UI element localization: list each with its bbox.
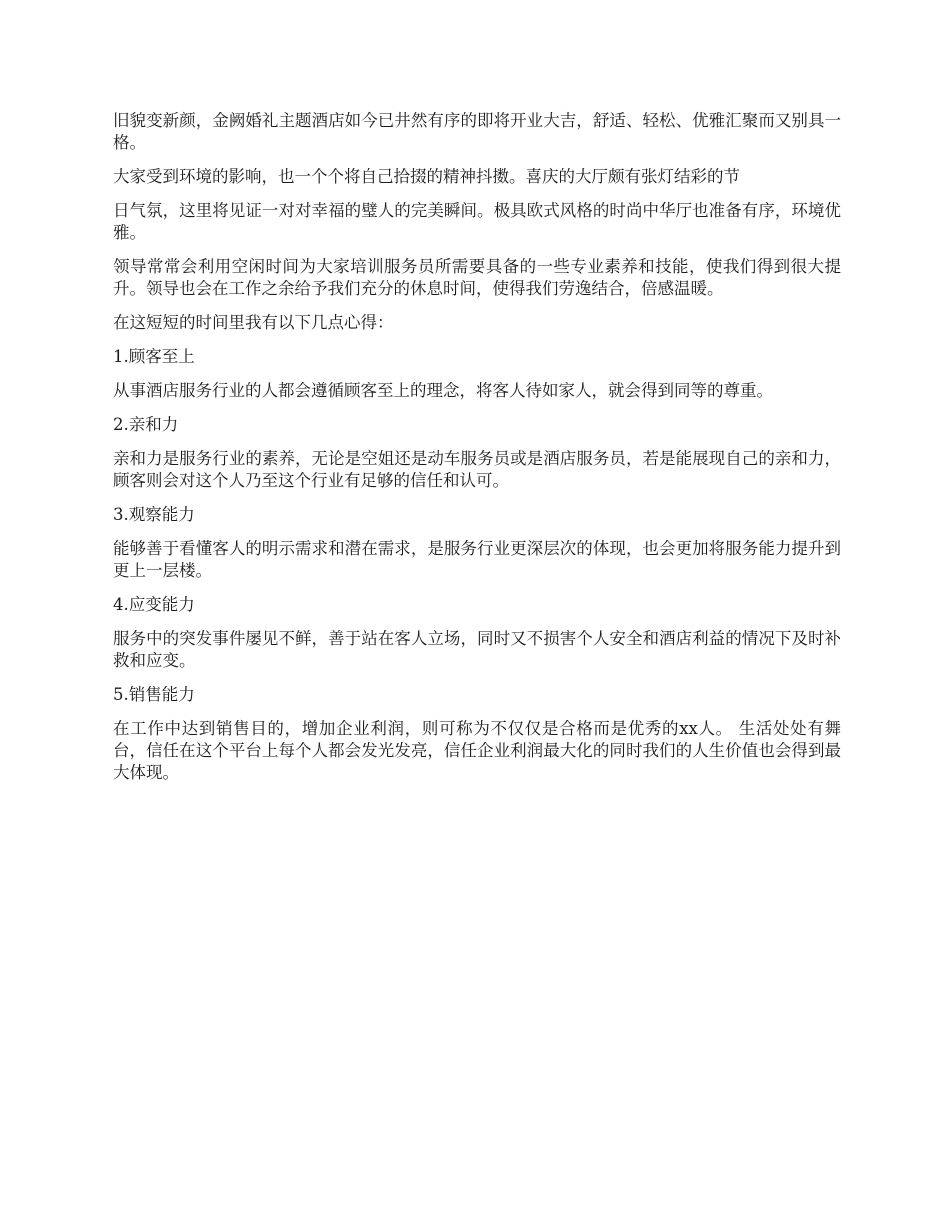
point-5-paragraph: 在工作中达到销售目的，增加企业利润，则可称为不仅仅是合格而是优秀的xx人。 生活处处有舞台，信任在这个平台上每个人都会发光发亮，信任企业利润最大化的同时我们的人生价值也会得到最大体现。 bbox=[113, 719, 841, 782]
summary-intro-paragraph: 在这短短的时间里我有以下几点心得： bbox=[113, 313, 394, 332]
environment-paragraph: 大家受到环境的影响，也一个个将自己拾掇的精神抖擞。喜庆的大厅颇有张灯结彩的节 bbox=[113, 167, 740, 186]
point-3-heading: 3.观察能力 bbox=[113, 505, 195, 524]
hall-paragraph: 日气氛，这里将见证一对对幸福的璧人的完美瞬间。极具欧式风格的时尚中华厅也准备有序，环境优雅。 bbox=[113, 201, 841, 242]
point-2-paragraph: 亲和力是服务行业的素养，无论是空姐还是动车服务员或是酒店服务员，若是能展现自己的亲和力，顾客则会对这个人乃至这个行业有足够的信任和认可。 bbox=[113, 449, 841, 490]
point-1-paragraph: 从事酒店服务行业的人都会遵循顾客至上的理念，将客人待如家人，就会得到同等的尊重。 bbox=[113, 381, 773, 400]
intro-paragraph: 旧貌变新颜，金阙婚礼主题酒店如今已井然有序的即将开业大吉，舒适、轻松、优雅汇聚而又别具一格。 bbox=[113, 111, 841, 152]
training-paragraph: 领导常常会利用空闲时间为大家培训服务员所需要具备的一些专业素养和技能，使我们得到很大提升。领导也会在工作之余给予我们充分的休息时间，使得我们劳逸结合，倍感温暖。 bbox=[113, 257, 841, 298]
point-4-heading: 4.应变能力 bbox=[113, 595, 195, 614]
point-4-paragraph: 服务中的突发事件屡见不鲜，善于站在客人立场，同时又不损害个人安全和酒店利益的情况下及时补救和应变。 bbox=[113, 629, 841, 670]
point-2-heading: 2.亲和力 bbox=[113, 415, 179, 434]
point-5-heading: 5.销售能力 bbox=[113, 685, 195, 704]
document-body bbox=[113, 110, 841, 796]
point-1-heading: 1.顾客至上 bbox=[113, 347, 195, 366]
point-3-paragraph: 能够善于看懂客人的明示需求和潜在需求，是服务行业更深层次的体现，也会更加将服务能力提升到更上一层楼。 bbox=[113, 539, 841, 580]
